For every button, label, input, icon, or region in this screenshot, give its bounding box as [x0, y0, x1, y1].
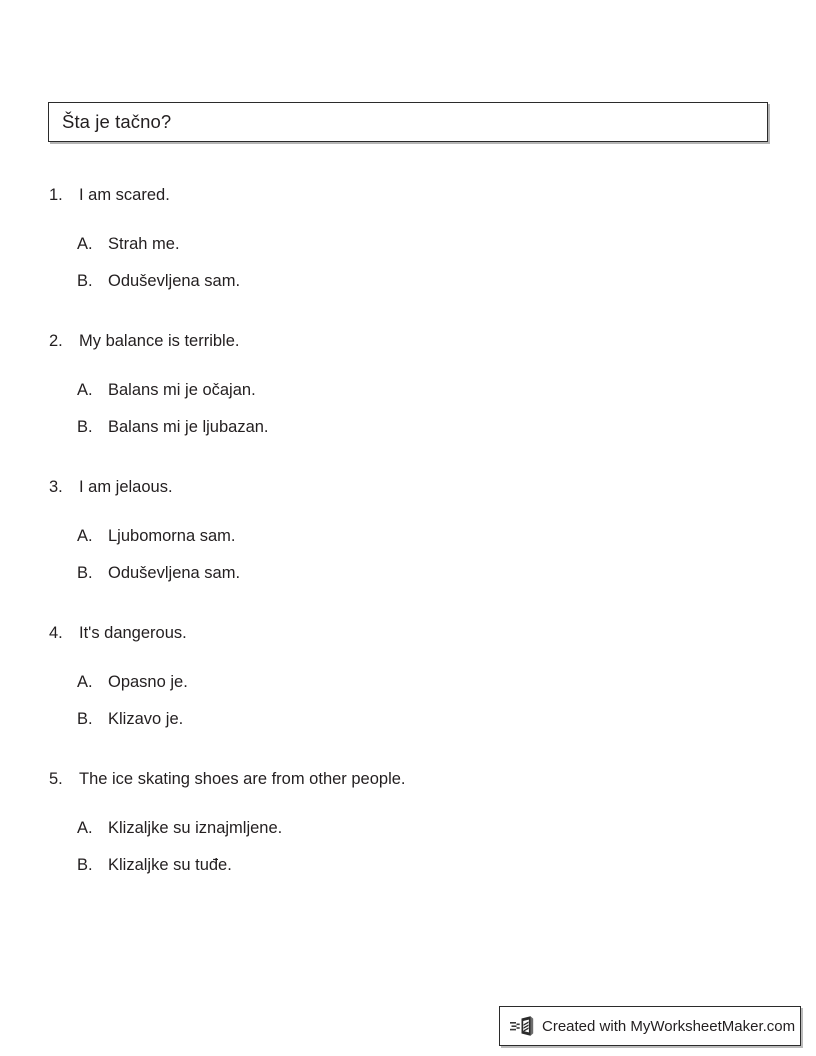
question-prompt: The ice skating shoes are from other people. [79, 770, 406, 788]
answer-option-letter: B. [77, 418, 93, 436]
answer-option[interactable] [0, 555, 816, 592]
answer-option-text: Oduševljena sam. [108, 564, 241, 582]
question-prompt: My balance is terrible. [79, 332, 240, 350]
answer-option-letter: B. [77, 272, 93, 290]
answer-option-letter: A. [77, 527, 93, 545]
question-prompt-row [0, 472, 816, 502]
answer-option-text: Opasno je. [108, 673, 188, 691]
worksheet-title: Šta je tačno? [62, 110, 172, 132]
answer-option-text: Klizaljke su tuđe. [108, 856, 232, 874]
answer-option-letter: B. [77, 856, 93, 874]
question-block [0, 326, 816, 446]
question-list [0, 180, 816, 910]
answer-option-text: Oduševljena sam. [108, 272, 241, 290]
answer-option[interactable] [0, 409, 816, 446]
question-block [0, 618, 816, 738]
answer-option-text: Balans mi je očajan. [108, 381, 256, 399]
answer-option-text: Klizavo je. [108, 710, 184, 728]
question-number: 2. [49, 332, 63, 350]
answer-option[interactable] [0, 847, 816, 884]
footer-attribution-badge[interactable] [499, 1006, 801, 1046]
question-prompt-row [0, 326, 816, 356]
answer-option[interactable] [0, 664, 816, 701]
answer-option-letter: A. [77, 235, 93, 253]
question-number: 3. [49, 478, 63, 496]
answer-option[interactable] [0, 226, 816, 263]
answer-option[interactable] [0, 518, 816, 555]
question-prompt-row [0, 618, 816, 648]
question-prompt: I am jelaous. [79, 478, 173, 496]
answer-option-text: Balans mi je ljubazan. [108, 418, 269, 436]
worksheet-maker-logo-icon [510, 1014, 536, 1038]
question-block [0, 472, 816, 592]
footer-attribution-text: Created with MyWorksheetMaker.com [542, 1017, 796, 1035]
answer-option[interactable] [0, 810, 816, 847]
answer-option[interactable] [0, 701, 816, 738]
question-prompt-row [0, 764, 816, 794]
worksheet-title-box [48, 102, 768, 142]
question-prompt-row [0, 180, 816, 210]
answer-option-text: Klizaljke su iznajmljene. [108, 819, 283, 837]
answer-option-letter: A. [77, 673, 93, 691]
answer-option[interactable] [0, 372, 816, 409]
question-prompt: I am scared. [79, 186, 170, 204]
question-block [0, 764, 816, 884]
answer-option-letter: B. [77, 564, 93, 582]
question-number: 5. [49, 770, 63, 788]
answer-option-text: Strah me. [108, 235, 180, 253]
question-block [0, 180, 816, 300]
answer-option-text: Ljubomorna sam. [108, 527, 236, 545]
answer-option-letter: B. [77, 710, 93, 728]
question-number: 1. [49, 186, 63, 204]
question-number: 4. [49, 624, 63, 642]
question-prompt: It's dangerous. [79, 624, 187, 642]
answer-option-letter: A. [77, 381, 93, 399]
answer-option[interactable] [0, 263, 816, 300]
answer-option-letter: A. [77, 819, 93, 837]
